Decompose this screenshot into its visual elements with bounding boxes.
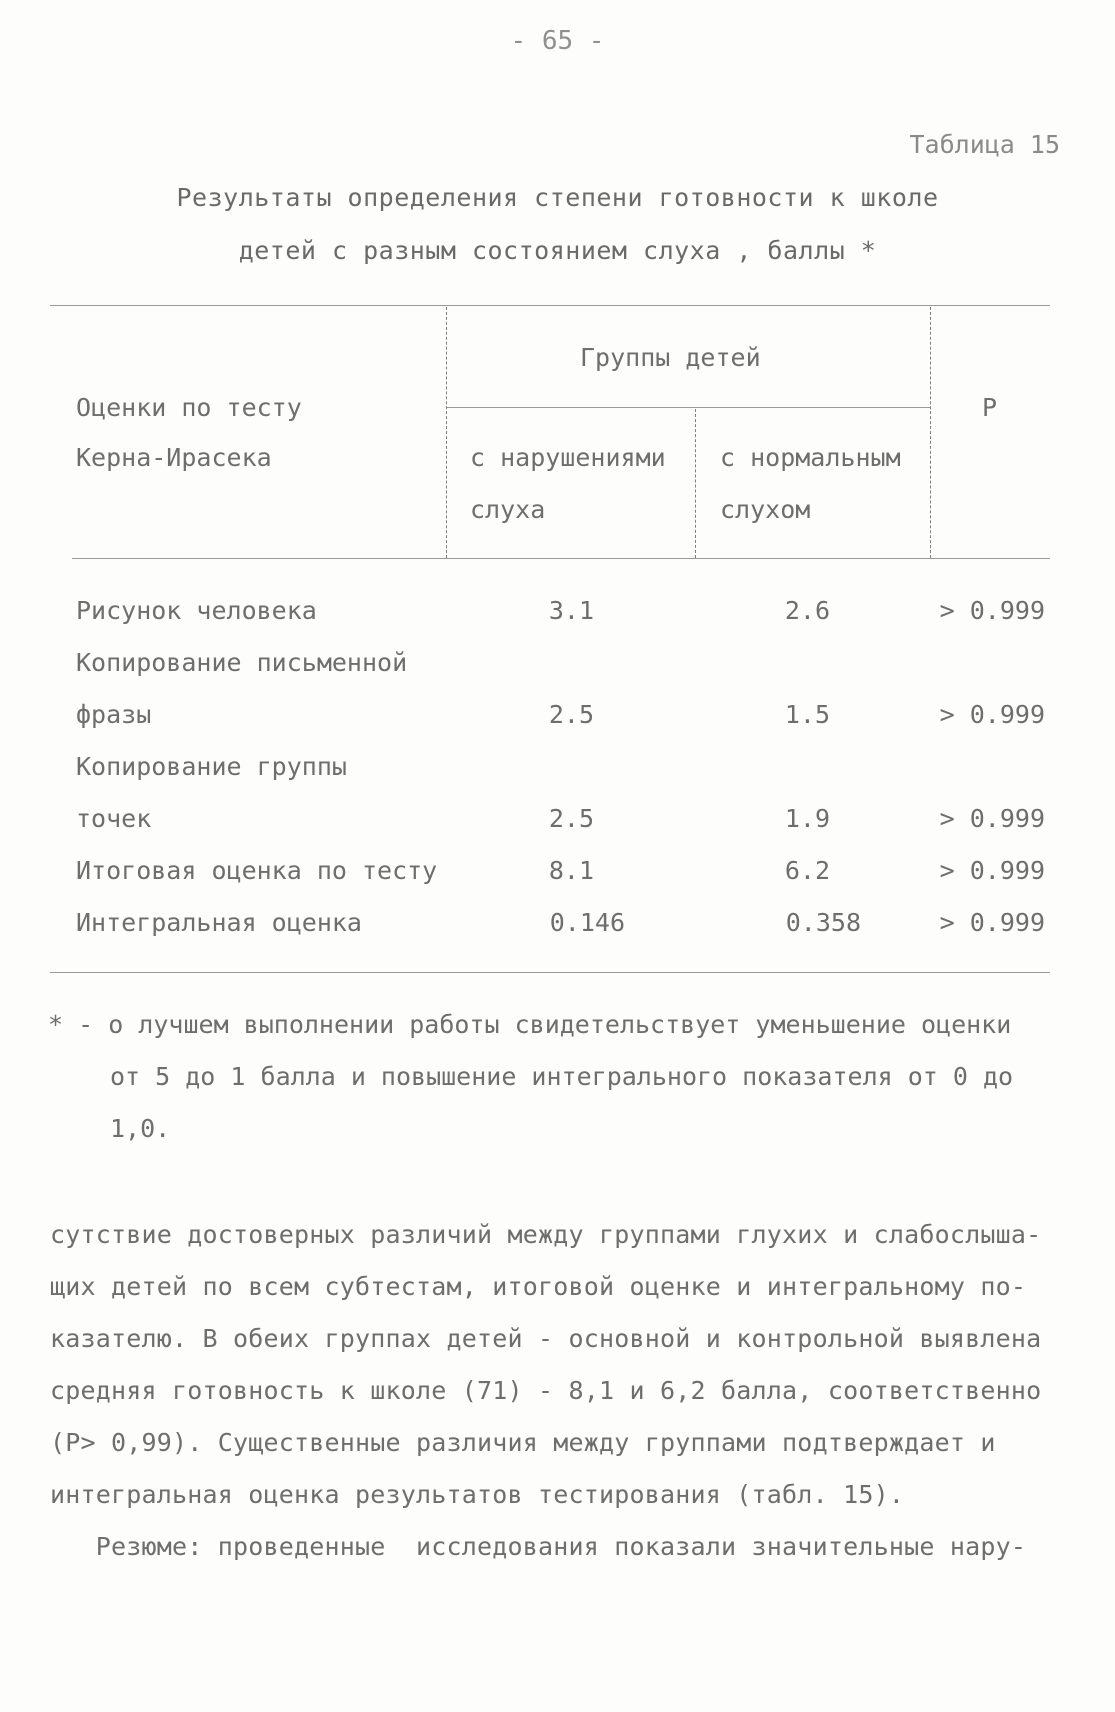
col-divider-2 bbox=[695, 409, 696, 558]
row-label: Итоговая оценка по тесту bbox=[76, 856, 438, 885]
row-label: Копирование письменной bbox=[76, 648, 408, 677]
header-groups-title: Группы детей bbox=[580, 343, 761, 372]
header-normal-line-2: слухом bbox=[720, 495, 811, 524]
row-value-p: > 0.999 bbox=[939, 908, 1045, 937]
row-value-impaired: 8.1 bbox=[548, 856, 594, 885]
row-value-normal: 6.2 bbox=[784, 856, 830, 885]
row-label: Интегральная оценка bbox=[76, 908, 362, 937]
row-label: Рисунок человека bbox=[76, 596, 317, 625]
col-divider-1 bbox=[446, 307, 447, 558]
header-impaired-line-1: с нарушениями bbox=[470, 443, 666, 472]
header-criteria-line-1: Оценки по тесту bbox=[76, 393, 302, 422]
row-value-impaired: 2.5 bbox=[548, 804, 594, 833]
row-value-impaired: 0.146 bbox=[549, 908, 625, 937]
body-text-line: Резюме: проведенные исследования показали значительные нару- bbox=[50, 1532, 1027, 1561]
body-text-line: (P> 0,99). Существенные различия между группами подтверждает и bbox=[50, 1428, 996, 1457]
row-value-normal: 2.6 bbox=[784, 596, 830, 625]
body-text-line: средняя готовность к школе (71) - 8,1 и 6,2 балла, соответственно bbox=[50, 1376, 1042, 1405]
header-p: P bbox=[982, 393, 998, 422]
table-label: Таблица 15 bbox=[909, 130, 1060, 159]
body-text-line: казателю. В обеих группах детей - основной и контрольной выявлена bbox=[50, 1324, 1042, 1353]
row-value-p: > 0.999 bbox=[939, 804, 1045, 833]
row-label-continuation: фразы bbox=[76, 700, 152, 729]
group-header-rule bbox=[447, 407, 931, 408]
row-value-impaired: 3.1 bbox=[548, 596, 594, 625]
col-divider-3 bbox=[930, 307, 931, 558]
row-value-p: > 0.999 bbox=[939, 856, 1045, 885]
row-value-normal: 1.5 bbox=[784, 700, 830, 729]
body-text-line: щих детей по всем субтестам, итоговой оценке и интегральному по- bbox=[50, 1272, 1027, 1301]
table-bottom-rule bbox=[50, 972, 1050, 973]
row-label-continuation: точек bbox=[76, 804, 152, 833]
header-criteria-line-2: Керна-Ирасека bbox=[76, 443, 272, 472]
table-title-line-1: Результаты определения степени готовности к школе bbox=[176, 183, 939, 212]
footnote-line-2: от 5 до 1 балла и повышение интегрального показателя от 0 до bbox=[110, 1062, 1014, 1091]
row-value-p: > 0.999 bbox=[939, 700, 1045, 729]
header-impaired-line-2: слуха bbox=[470, 495, 546, 524]
row-value-impaired: 2.5 bbox=[548, 700, 594, 729]
table-top-rule bbox=[50, 305, 1050, 306]
body-text-line: интегральная оценка результатов тестирования (табл. 15). bbox=[50, 1480, 905, 1509]
footnote-line-3: 1,0. bbox=[110, 1114, 171, 1143]
footnote-line-1: * - о лучшем выполнении работы свидетельствует уменьшение оценки bbox=[48, 1010, 1012, 1039]
page-number: - 65 - bbox=[510, 26, 605, 56]
header-normal-line-1: с нормальным bbox=[720, 443, 901, 472]
row-value-normal: 0.358 bbox=[785, 908, 861, 937]
row-value-p: > 0.999 bbox=[939, 596, 1045, 625]
header-bottom-rule bbox=[72, 558, 1050, 559]
row-label: Копирование группы bbox=[76, 752, 347, 781]
body-text-line: сутствие достоверных различий между группами глухих и слабослыша- bbox=[50, 1220, 1042, 1249]
row-value-normal: 1.9 bbox=[784, 804, 830, 833]
table-title-line-2: детей с разным состоянием слуха , баллы * bbox=[238, 236, 877, 265]
